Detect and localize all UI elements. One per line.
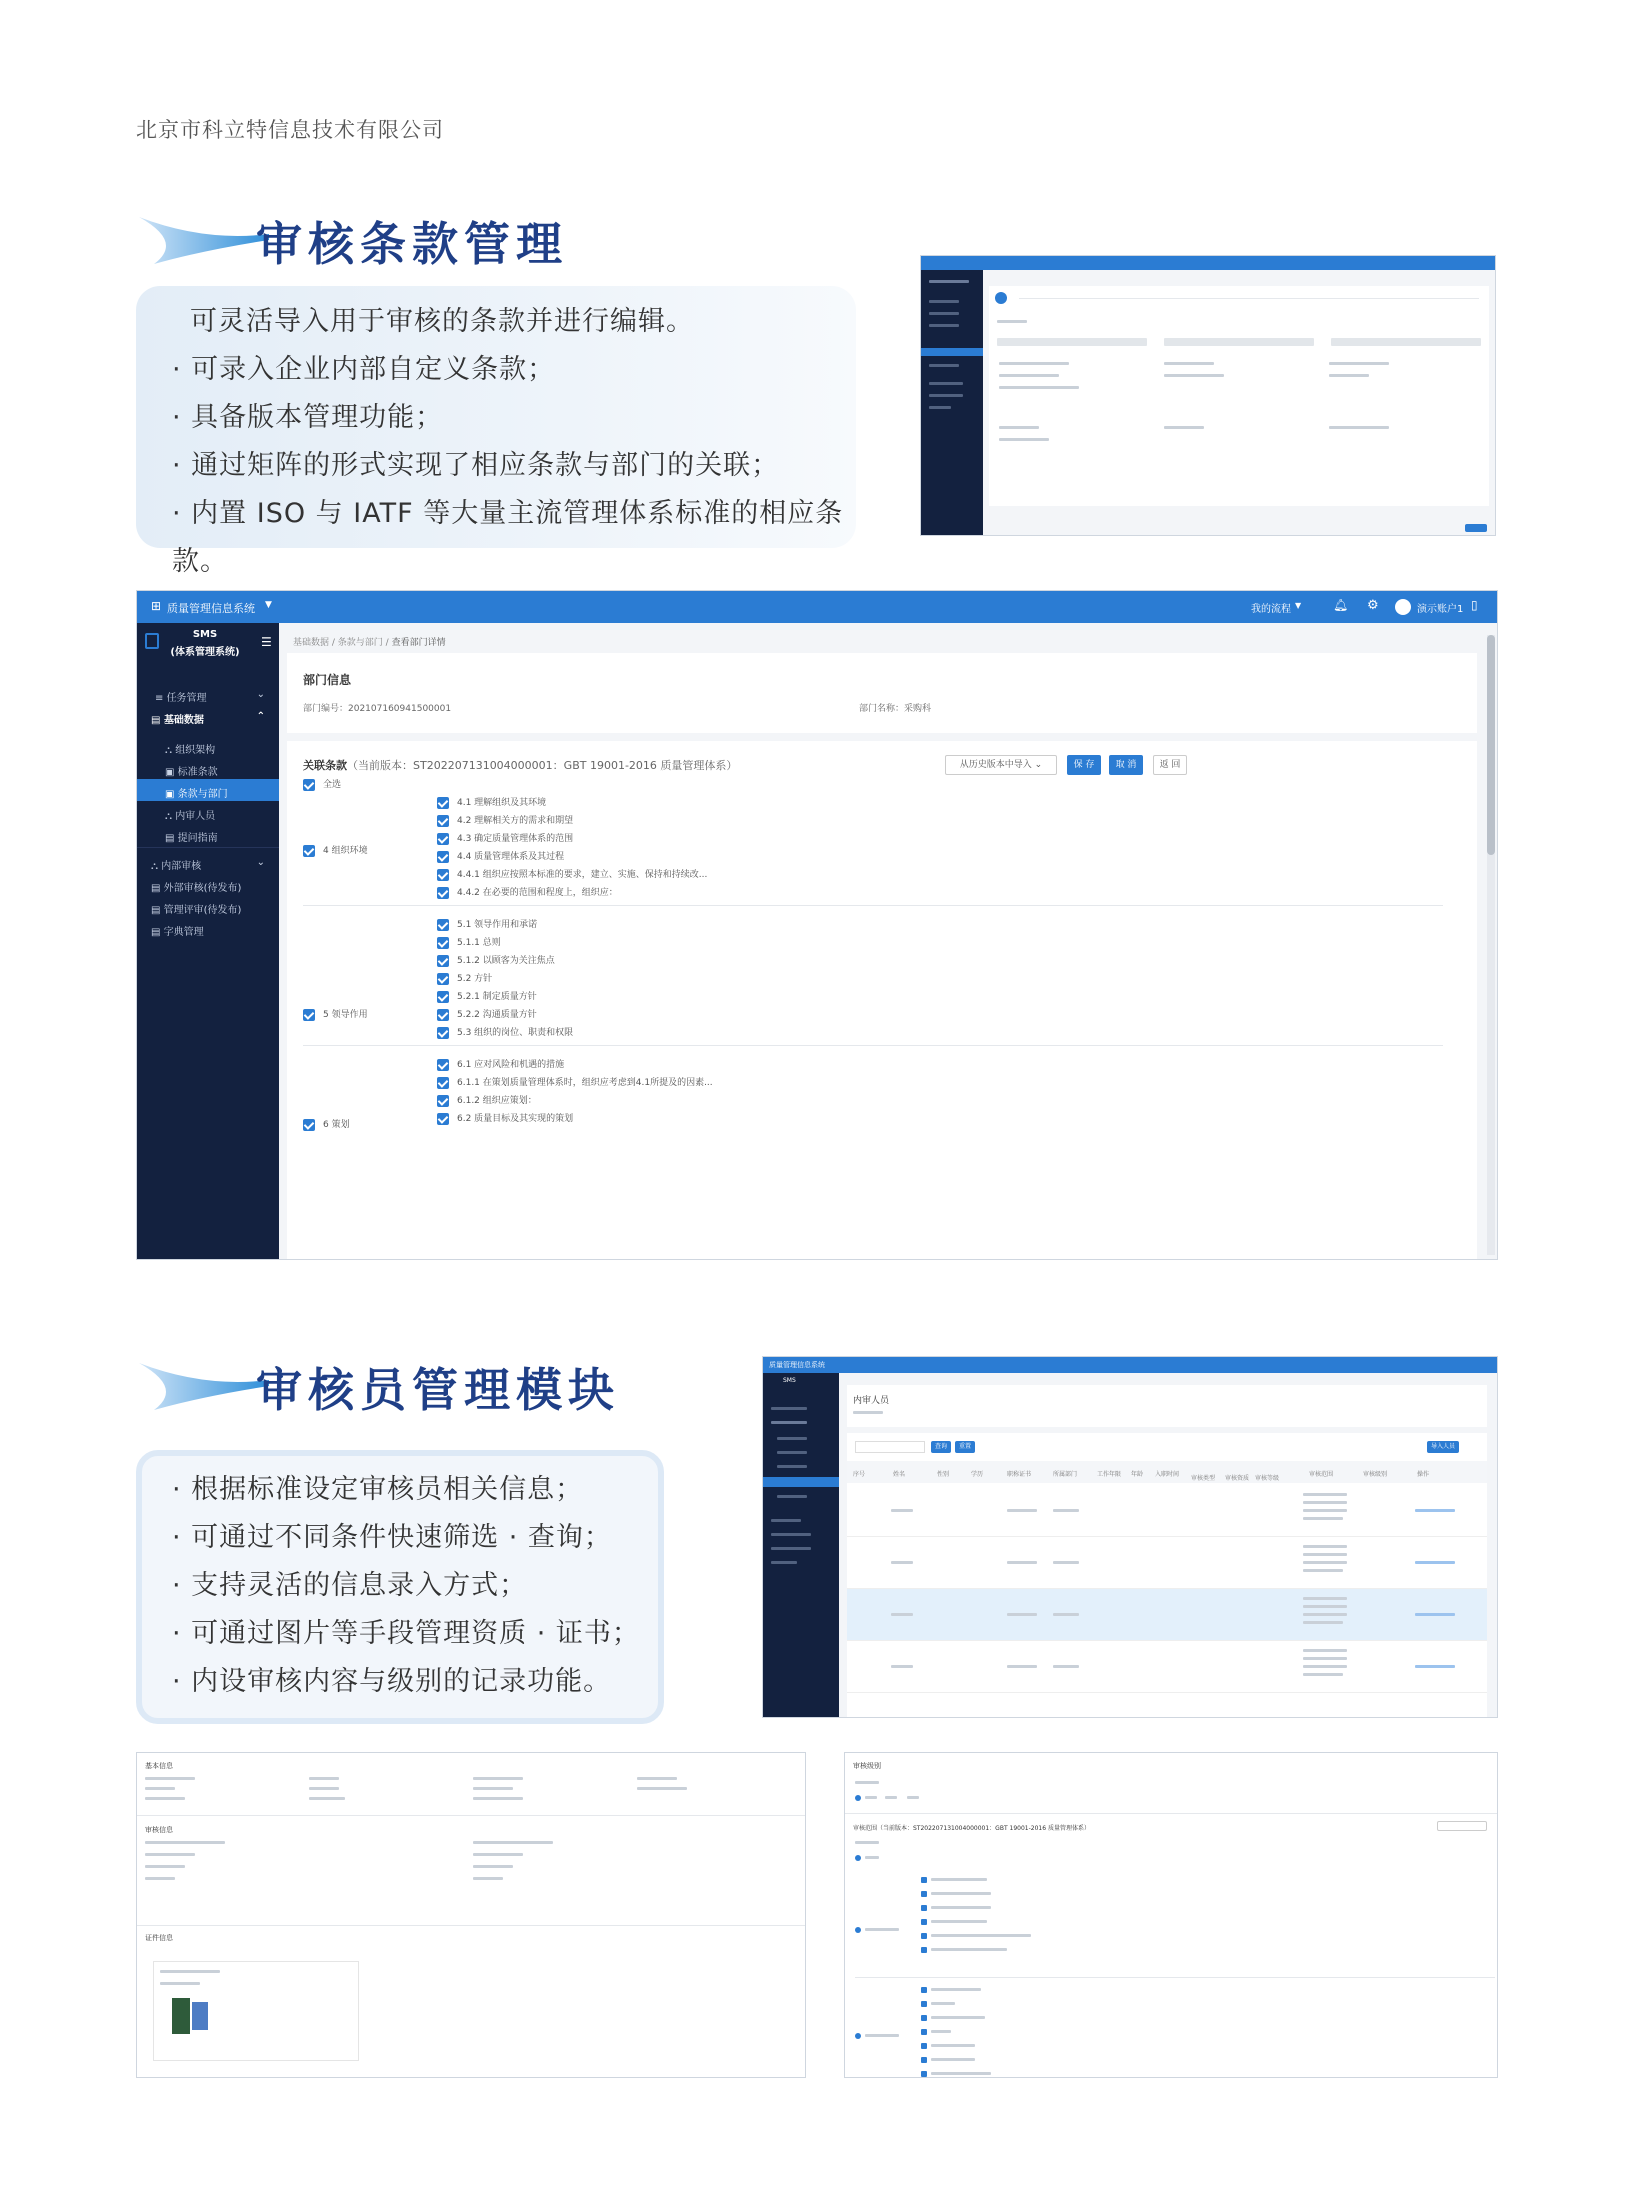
clause-checkbox[interactable]: 4.4.1 组织应按照本标准的要求，建立、实施、保持和持续改... xyxy=(437,867,707,881)
section-title-clauses: 审核条款管理 xyxy=(256,217,568,271)
swoosh-decoration-2 xyxy=(134,1358,274,1414)
cancel-button[interactable]: 取 消 xyxy=(1109,755,1143,775)
back-button[interactable]: 返 回 xyxy=(1153,755,1187,775)
clause-checkbox[interactable]: 5.2.1 制定质量方针 xyxy=(437,989,537,1003)
bullet-item: · 内置 ISO 与 IATF 等大量主流管理体系标准的相应条款。 xyxy=(172,498,844,577)
screenshot-clause-editor-small xyxy=(920,255,1496,536)
clause-checkbox[interactable]: 4.4.2 在必要的范围和程度上，组织应： xyxy=(437,885,618,899)
group-checkbox[interactable]: 6 策划 xyxy=(303,1117,350,1131)
section-title-auditors: 审核员管理模块 xyxy=(256,1363,620,1417)
menu-auditor[interactable]: ⛬ 内审人员 xyxy=(165,811,216,822)
screenshot-auditor-list xyxy=(762,1356,1498,1718)
audit-info-heading: 审核信息 xyxy=(145,1826,173,1834)
clauses-card xyxy=(287,741,1477,1260)
bullet-item: · 内设审核内容与级别的记录功能。 xyxy=(172,1666,612,1697)
breadcrumb-item[interactable]: 条款与部门 xyxy=(337,638,383,648)
table-row[interactable] xyxy=(847,1589,1487,1641)
auditor-title-card xyxy=(847,1385,1487,1427)
chevron-down-icon[interactable]: ▼ xyxy=(1295,601,1302,610)
bullet-item: · 根据标准设定审核员相关信息； xyxy=(172,1474,584,1505)
screenshot-auditor-detail xyxy=(136,1752,806,2078)
clause-checkbox[interactable]: 5.2.2 沟通质量方针 xyxy=(437,1007,537,1021)
menu-clause-dept[interactable]: ▣ 条款与部门 xyxy=(137,779,279,801)
editor-card xyxy=(989,286,1489,506)
clause-checkbox[interactable]: 6.1 应对风险和机遇的措施 xyxy=(437,1057,564,1071)
system-name[interactable]: 质量管理信息系统 xyxy=(769,1361,825,1369)
breadcrumb: 基础数据 / 条款与部门 / 查看部门详情 xyxy=(293,638,446,648)
app-topbar xyxy=(763,1357,1497,1373)
menu-dict[interactable]: ▤ 字典管理 xyxy=(151,927,204,938)
table-row[interactable] xyxy=(847,1485,1487,1537)
clause-checkbox[interactable]: 5.1 领导作用和承诺 xyxy=(437,917,537,931)
menu-guide[interactable]: ▤ 提问指南 xyxy=(165,833,218,844)
app-sidebar xyxy=(921,270,983,535)
dept-title: 部门信息 xyxy=(303,673,352,687)
clause-checkbox[interactable]: 6.1.2 组织应策划： xyxy=(437,1093,537,1107)
menu-internal[interactable]: ⛬ 内部审核 ⌄ xyxy=(151,857,265,872)
clause-checkbox[interactable]: 4.2 理解相关方的需求和期望 xyxy=(437,813,573,827)
table-row[interactable] xyxy=(847,1537,1487,1589)
breadcrumb-item: 查看部门详情 xyxy=(391,638,446,648)
clause-checkbox[interactable]: 5.1.2 以顾客为关注焦点 xyxy=(437,953,555,967)
bullet-item: · 通过矩阵的形式实现了相应条款与部门的关联； xyxy=(172,450,780,481)
avatar[interactable] xyxy=(1395,599,1411,615)
menu-review[interactable]: ▤ 管理评审(待发布) xyxy=(151,905,242,916)
menu-std[interactable]: ▣ 标准条款 xyxy=(165,767,218,778)
app-sidebar: SMS xyxy=(763,1373,839,1717)
logo-icon xyxy=(145,633,159,649)
grid-icon[interactable]: ⊞ xyxy=(151,599,162,613)
group-checkbox[interactable]: 4 组织环境 xyxy=(303,843,368,857)
scope-heading: 审核范围（当前版本：ST202207131004000001：GBT 19001-2016 质量管理体系） xyxy=(853,1825,1090,1832)
menu-task[interactable]: ≡ 任务管理 ⌄ xyxy=(155,689,265,704)
auditor-table-card xyxy=(847,1433,1487,1718)
bell-icon[interactable]: 🔔︎ xyxy=(1333,598,1349,612)
document-icon[interactable]: ▯ xyxy=(1471,598,1478,612)
group-checkbox[interactable]: 5 领导作用 xyxy=(303,1007,368,1021)
screenshot-auditor-level-scope xyxy=(844,1752,1498,2078)
bullet-item: · 可录入企业内部自定义条款； xyxy=(172,354,556,385)
clauses-heading: 关联条款（当前版本：ST202207131004000001：GBT 19001-2016 质量管理体系） xyxy=(303,759,738,772)
certificate-image[interactable] xyxy=(192,2002,208,2030)
chevron-down-icon[interactable]: ▼ xyxy=(265,600,272,610)
cert-info-heading: 证件信息 xyxy=(145,1934,173,1942)
clause-checkbox[interactable]: 5.3 组织的岗位、职责和权限 xyxy=(437,1025,573,1039)
clause-checkbox[interactable]: 4.1 理解组织及其环境 xyxy=(437,795,546,809)
clause-checkbox[interactable]: 5.1.1 总则 xyxy=(437,935,501,949)
app-topbar xyxy=(921,256,1495,270)
bullet-item: · 具备版本管理功能； xyxy=(172,402,444,433)
my-flow-menu[interactable]: 我的流程 xyxy=(1251,604,1291,615)
certificate-card xyxy=(153,1961,359,2061)
auditor-page-title: 内审人员 xyxy=(853,1396,890,1406)
app-topbar xyxy=(137,591,1497,623)
menu-org[interactable]: ⛬ 组织架构 xyxy=(165,745,216,756)
reset-button[interactable]: 重置 xyxy=(955,1441,975,1453)
table-header: 序号 姓名 性别 学历 职称证书 所属部门 工作年限 年龄 入职时间 审核类型 审核资质 审核等级 审核范围 审核级别 操作 xyxy=(847,1461,1487,1483)
dept-info-card xyxy=(287,653,1477,733)
dept-code: 部门编号：202107160941500001 xyxy=(303,704,452,714)
table-row[interactable] xyxy=(847,1641,1487,1693)
menu-toggle-icon[interactable]: ☰ xyxy=(261,635,272,649)
breadcrumb-item[interactable]: 基础数据 xyxy=(293,638,330,648)
user-name[interactable]: 演示账户1 xyxy=(1417,604,1464,615)
select-all-checkbox[interactable]: 全选 xyxy=(303,777,341,791)
clause-checkbox[interactable]: 6.2 质量目标及其实现的策划 xyxy=(437,1111,573,1125)
scrollbar[interactable] xyxy=(1487,635,1495,1255)
app-sidebar xyxy=(137,623,279,1259)
clause-checkbox[interactable]: 6.1.1 在策划质量管理体系时，组织应考虑到4.1所提及的因素... xyxy=(437,1075,713,1089)
clause-checkbox[interactable]: 4.3 确定质量管理体系的范围 xyxy=(437,831,573,845)
auditor-description xyxy=(172,1466,652,1706)
dept-name: 部门名称：采购科 xyxy=(859,704,932,714)
company-name: 北京市科立特信息技术有限公司 xyxy=(136,118,444,142)
basic-info-heading: 基本信息 xyxy=(145,1762,173,1770)
save-button[interactable]: 保 存 xyxy=(1067,755,1101,775)
clauses-description xyxy=(172,298,852,586)
level-heading: 审核级别 xyxy=(853,1762,881,1770)
certificate-image[interactable] xyxy=(172,1998,190,2034)
logo-line2: (体系管理系统) xyxy=(170,647,240,658)
bullet-item: · 可通过不同条件快速筛选 · 查询； xyxy=(172,1522,612,1553)
bullet-item: · 可通过图片等手段管理资质 · 证书； xyxy=(172,1618,640,1649)
menu-base-data[interactable]: ▤ 基础数据 ⌃ xyxy=(151,711,265,726)
intro-text: 可灵活导入用于审核的条款并进行编辑。 xyxy=(190,306,694,337)
import-button[interactable]: 导入人员 xyxy=(1427,1441,1459,1453)
gear-icon[interactable]: ⚙ xyxy=(1367,598,1379,613)
logo-line1: SMS xyxy=(192,629,218,640)
search-input[interactable] xyxy=(855,1441,925,1453)
clause-checkbox[interactable]: 5.2 方针 xyxy=(437,971,492,985)
bullet-item: · 支持灵活的信息录入方式； xyxy=(172,1570,528,1601)
menu-external[interactable]: ▤ 外部审核(待发布) xyxy=(151,883,242,894)
import-history-select[interactable]: 从历史版本中导入 ⌄ xyxy=(945,755,1057,775)
screenshot-clause-department xyxy=(136,590,1498,1260)
system-name[interactable]: 质量管理信息系统 xyxy=(167,602,255,615)
clause-checkbox[interactable]: 4.4 质量管理体系及其过程 xyxy=(437,849,564,863)
search-button[interactable]: 查询 xyxy=(931,1441,951,1453)
swoosh-decoration-1 xyxy=(134,212,274,268)
